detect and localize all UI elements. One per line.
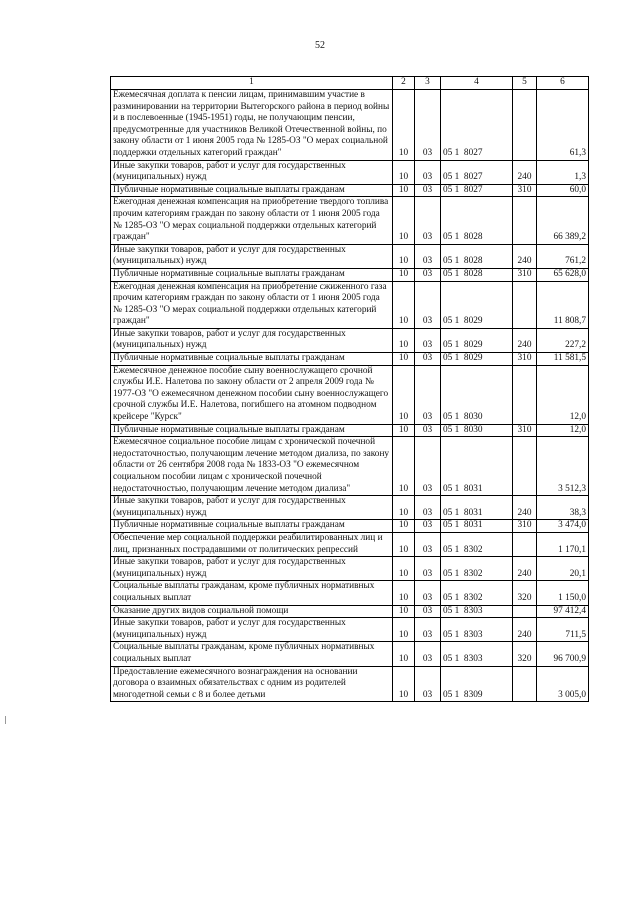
table-row xyxy=(111,424,589,437)
table-row xyxy=(111,353,589,366)
subsection-code-cell: 03 xyxy=(415,244,441,268)
row-name-cell: Публичные нормативные социальные выплаты гражданам xyxy=(111,424,393,437)
expense-type-cell: 310 xyxy=(513,184,537,197)
row-name-cell: Ежемесячная доплата к пенсии лицам, принимавшим участие в разминировании на территории Вытегорского района в период войны и в послевоенные (1945-1951) годы, не получающим пенсии, предусмотренные для участников Великой Отечественной войны, по закону области от 1 июня 2005 года № 1285-ОЗ "О мерах социальной поддержки отдельных категорий граждан" xyxy=(111,90,393,161)
scan-mark xyxy=(5,716,6,724)
row-name-cell: Иные закупки товаров, работ и услуг для государственных (муниципальных) нужд xyxy=(111,244,393,268)
subsection-code-cell: 03 xyxy=(415,437,441,496)
target-article-cell: 05 1 8030 xyxy=(441,424,513,437)
target-article-cell: 05 1 8031 xyxy=(441,520,513,533)
section-code-cell: 10 xyxy=(393,184,415,197)
expense-type-cell: 240 xyxy=(513,557,537,581)
section-code-cell: 10 xyxy=(393,666,415,702)
subsection-code-cell: 03 xyxy=(415,605,441,618)
table-row xyxy=(111,642,589,666)
target-article-cell: 05 1 8029 xyxy=(441,281,513,328)
expense-type-cell xyxy=(513,197,537,244)
row-name-cell: Публичные нормативные социальные выплаты гражданам xyxy=(111,184,393,197)
subsection-code-cell: 03 xyxy=(415,268,441,281)
header-col-4: 4 xyxy=(441,77,513,90)
row-name-cell: Иные закупки товаров, работ и услуг для государственных (муниципальных) нужд xyxy=(111,557,393,581)
target-article-cell: 05 1 8027 xyxy=(441,160,513,184)
target-article-cell: 05 1 8309 xyxy=(441,666,513,702)
target-article-cell: 05 1 8029 xyxy=(441,353,513,366)
table-row xyxy=(111,605,589,618)
header-col-1: 1 xyxy=(111,77,393,90)
row-name-cell: Иные закупки товаров, работ и услуг для государственных (муниципальных) нужд xyxy=(111,496,393,520)
amount-cell: 227,2 xyxy=(537,328,589,352)
target-article-cell: 05 1 8027 xyxy=(441,184,513,197)
amount-cell: 66 389,2 xyxy=(537,197,589,244)
section-code-cell: 10 xyxy=(393,437,415,496)
amount-cell: 3 005,0 xyxy=(537,666,589,702)
header-col-5: 5 xyxy=(513,77,537,90)
row-name-cell: Обеспечение мер социальной поддержки реабилитированных лиц и лиц, признанных пострадавшими от политических репрессий xyxy=(111,532,393,556)
section-code-cell: 10 xyxy=(393,557,415,581)
amount-cell: 1 150,0 xyxy=(537,581,589,605)
table-row xyxy=(111,618,589,642)
amount-cell: 96 700,9 xyxy=(537,642,589,666)
row-name-cell: Иные закупки товаров, работ и услуг для государственных (муниципальных) нужд xyxy=(111,160,393,184)
expense-type-cell: 310 xyxy=(513,353,537,366)
row-name-cell: Оказание других видов социальной помощи xyxy=(111,605,393,618)
table-row xyxy=(111,160,589,184)
amount-cell: 12,0 xyxy=(537,365,589,424)
table-row xyxy=(111,557,589,581)
amount-cell: 20,1 xyxy=(537,557,589,581)
section-code-cell: 10 xyxy=(393,197,415,244)
table-row xyxy=(111,666,589,702)
target-article-cell: 05 1 8302 xyxy=(441,557,513,581)
expense-type-cell xyxy=(513,365,537,424)
header-col-6: 6 xyxy=(537,77,589,90)
section-code-cell: 10 xyxy=(393,618,415,642)
row-name-cell: Социальные выплаты гражданам, кроме публичных нормативных социальных выплат xyxy=(111,581,393,605)
subsection-code-cell: 03 xyxy=(415,557,441,581)
subsection-code-cell: 03 xyxy=(415,281,441,328)
amount-cell: 61,3 xyxy=(537,90,589,161)
section-code-cell: 10 xyxy=(393,365,415,424)
subsection-code-cell: 03 xyxy=(415,160,441,184)
amount-cell: 711,5 xyxy=(537,618,589,642)
row-name-cell: Публичные нормативные социальные выплаты гражданам xyxy=(111,353,393,366)
table-row xyxy=(111,328,589,352)
row-name-cell: Публичные нормативные социальные выплаты гражданам xyxy=(111,268,393,281)
table-row xyxy=(111,90,589,161)
expense-type-cell: 310 xyxy=(513,268,537,281)
section-code-cell: 10 xyxy=(393,353,415,366)
amount-cell: 3 512,3 xyxy=(537,437,589,496)
header-col-2: 2 xyxy=(393,77,415,90)
table-row xyxy=(111,496,589,520)
subsection-code-cell: 03 xyxy=(415,90,441,161)
row-name-cell: Иные закупки товаров, работ и услуг для государственных (муниципальных) нужд xyxy=(111,618,393,642)
section-code-cell: 10 xyxy=(393,268,415,281)
target-article-cell: 05 1 8027 xyxy=(441,90,513,161)
subsection-code-cell: 03 xyxy=(415,520,441,533)
header-col-3: 3 xyxy=(415,77,441,90)
amount-cell: 3 474,0 xyxy=(537,520,589,533)
row-name-cell: Публичные нормативные социальные выплаты гражданам xyxy=(111,520,393,533)
expense-type-cell: 240 xyxy=(513,328,537,352)
expense-type-cell xyxy=(513,532,537,556)
budget-table xyxy=(110,76,589,702)
expense-type-cell xyxy=(513,666,537,702)
expense-type-cell xyxy=(513,90,537,161)
subsection-code-cell: 03 xyxy=(415,424,441,437)
subsection-code-cell: 03 xyxy=(415,666,441,702)
subsection-code-cell: 03 xyxy=(415,496,441,520)
subsection-code-cell: 03 xyxy=(415,642,441,666)
table-row xyxy=(111,184,589,197)
subsection-code-cell: 03 xyxy=(415,197,441,244)
target-article-cell: 05 1 8028 xyxy=(441,197,513,244)
subsection-code-cell: 03 xyxy=(415,184,441,197)
target-article-cell: 05 1 8303 xyxy=(441,618,513,642)
section-code-cell: 10 xyxy=(393,160,415,184)
target-article-cell: 05 1 8302 xyxy=(441,532,513,556)
row-name-cell: Иные закупки товаров, работ и услуг для государственных (муниципальных) нужд xyxy=(111,328,393,352)
table-row xyxy=(111,581,589,605)
expense-type-cell: 240 xyxy=(513,244,537,268)
section-code-cell: 10 xyxy=(393,496,415,520)
section-code-cell: 10 xyxy=(393,581,415,605)
amount-cell: 38,3 xyxy=(537,496,589,520)
amount-cell: 60,0 xyxy=(537,184,589,197)
section-code-cell: 10 xyxy=(393,424,415,437)
section-code-cell: 10 xyxy=(393,328,415,352)
target-article-cell: 05 1 8029 xyxy=(441,328,513,352)
row-name-cell: Ежемесячное денежное пособие сыну военнослужащего срочной службы И.Е. Налетова по закону области от 2 апреля 2009 года № 1977-ОЗ "О ежемесячном денежном пособии сыну военнослужащего срочной службы И.Е. Налетова, погибшего на атомном подводном крейсере "Курск" xyxy=(111,365,393,424)
target-article-cell: 05 1 8031 xyxy=(441,496,513,520)
amount-cell: 11 808,7 xyxy=(537,281,589,328)
section-code-cell: 10 xyxy=(393,605,415,618)
table-row xyxy=(111,281,589,328)
target-article-cell: 05 1 8302 xyxy=(441,581,513,605)
target-article-cell: 05 1 8028 xyxy=(441,268,513,281)
section-code-cell: 10 xyxy=(393,281,415,328)
table-row xyxy=(111,520,589,533)
expense-type-cell: 310 xyxy=(513,424,537,437)
target-article-cell: 05 1 8303 xyxy=(441,642,513,666)
expense-type-cell: 320 xyxy=(513,642,537,666)
target-article-cell: 05 1 8028 xyxy=(441,244,513,268)
expense-type-cell xyxy=(513,605,537,618)
table-row xyxy=(111,437,589,496)
subsection-code-cell: 03 xyxy=(415,618,441,642)
expense-type-cell: 240 xyxy=(513,618,537,642)
subsection-code-cell: 03 xyxy=(415,532,441,556)
expense-type-cell: 310 xyxy=(513,520,537,533)
expense-type-cell: 240 xyxy=(513,496,537,520)
expense-type-cell: 320 xyxy=(513,581,537,605)
section-code-cell: 10 xyxy=(393,642,415,666)
table-row xyxy=(111,197,589,244)
subsection-code-cell: 03 xyxy=(415,353,441,366)
row-name-cell: Предоставление ежемесячного вознаграждения на основании договора о взаимных обязательствах с одним из родителей многодетной семьи с 8 и более детьми xyxy=(111,666,393,702)
amount-cell: 11 581,5 xyxy=(537,353,589,366)
subsection-code-cell: 03 xyxy=(415,328,441,352)
expense-type-cell xyxy=(513,281,537,328)
target-article-cell: 05 1 8030 xyxy=(441,365,513,424)
row-name-cell: Ежемесячное социальное пособие лицам с хронической почечной недостаточностью, получающим лечение методом диализа, по закону области от 26 сентября 2008 года № 1833-ОЗ "О ежемесячном социальном пособии лицам с хронической почечной недостаточностью, получающим лечение методом диализа" xyxy=(111,437,393,496)
row-name-cell: Социальные выплаты гражданам, кроме публичных нормативных социальных выплат xyxy=(111,642,393,666)
amount-cell: 1 170,1 xyxy=(537,532,589,556)
header-row xyxy=(111,77,589,90)
subsection-code-cell: 03 xyxy=(415,365,441,424)
amount-cell: 12,0 xyxy=(537,424,589,437)
section-code-cell: 10 xyxy=(393,520,415,533)
target-article-cell: 05 1 8303 xyxy=(441,605,513,618)
table-row xyxy=(111,532,589,556)
subsection-code-cell: 03 xyxy=(415,581,441,605)
table-row xyxy=(111,365,589,424)
amount-cell: 761,2 xyxy=(537,244,589,268)
section-code-cell: 10 xyxy=(393,244,415,268)
target-article-cell: 05 1 8031 xyxy=(441,437,513,496)
row-name-cell: Ежегодная денежная компенсация на приобретение твердого топлива прочим категориям граждан по закону области от 1 июня 2005 года № 1285-ОЗ "О мерах социальной поддержки отдельных категорий граждан" xyxy=(111,197,393,244)
table-row xyxy=(111,268,589,281)
amount-cell: 65 628,0 xyxy=(537,268,589,281)
table-row xyxy=(111,244,589,268)
expense-type-cell: 240 xyxy=(513,160,537,184)
amount-cell: 1,3 xyxy=(537,160,589,184)
row-name-cell: Ежегодная денежная компенсация на приобретение сжиженного газа прочим категориям граждан по закону области от 1 июня 2005 года № 1285-ОЗ "О мерах социальной поддержки отдельных категорий граждан" xyxy=(111,281,393,328)
section-code-cell: 10 xyxy=(393,532,415,556)
section-code-cell: 10 xyxy=(393,90,415,161)
expense-type-cell xyxy=(513,437,537,496)
amount-cell: 97 412,4 xyxy=(537,605,589,618)
page-number: 52 xyxy=(315,40,325,51)
